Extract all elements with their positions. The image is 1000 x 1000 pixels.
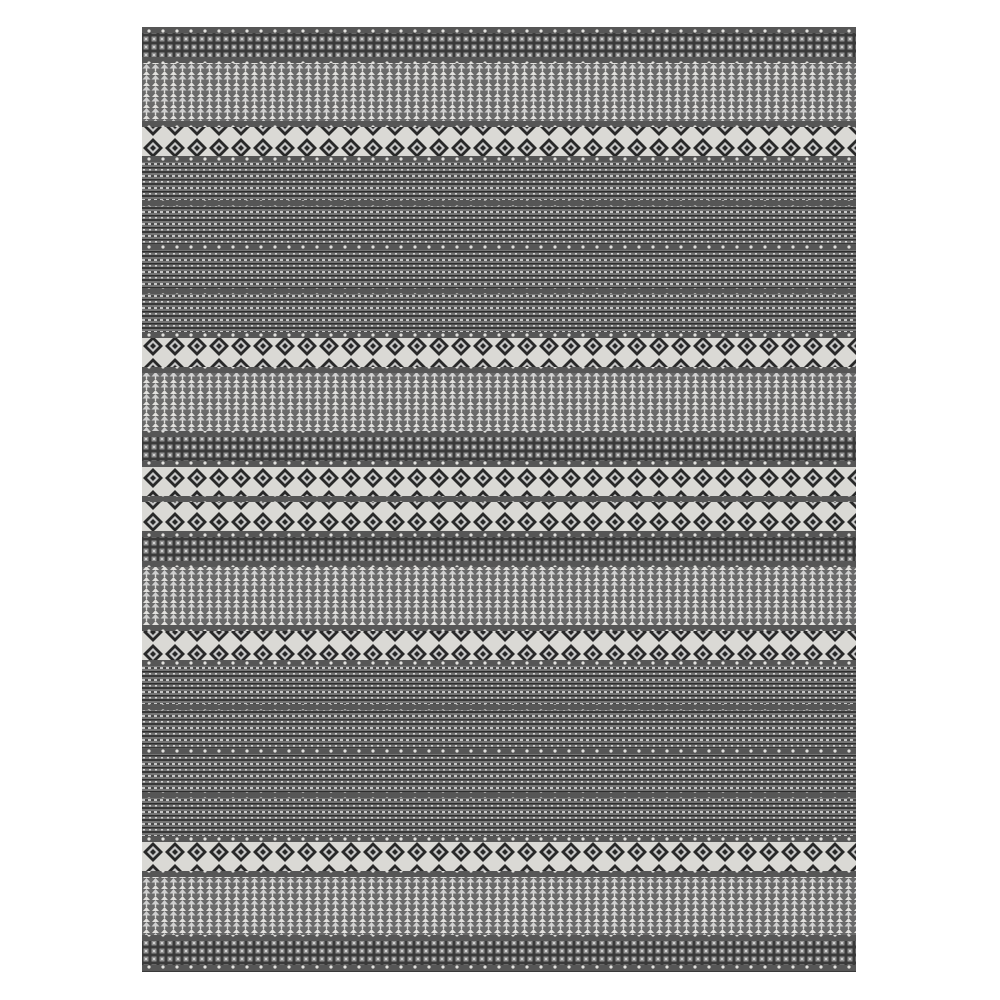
patterned-rug <box>142 27 856 972</box>
rug-bands <box>142 27 856 972</box>
rug-pattern-graphic <box>142 27 856 972</box>
rug-texture-overlay <box>142 27 856 972</box>
